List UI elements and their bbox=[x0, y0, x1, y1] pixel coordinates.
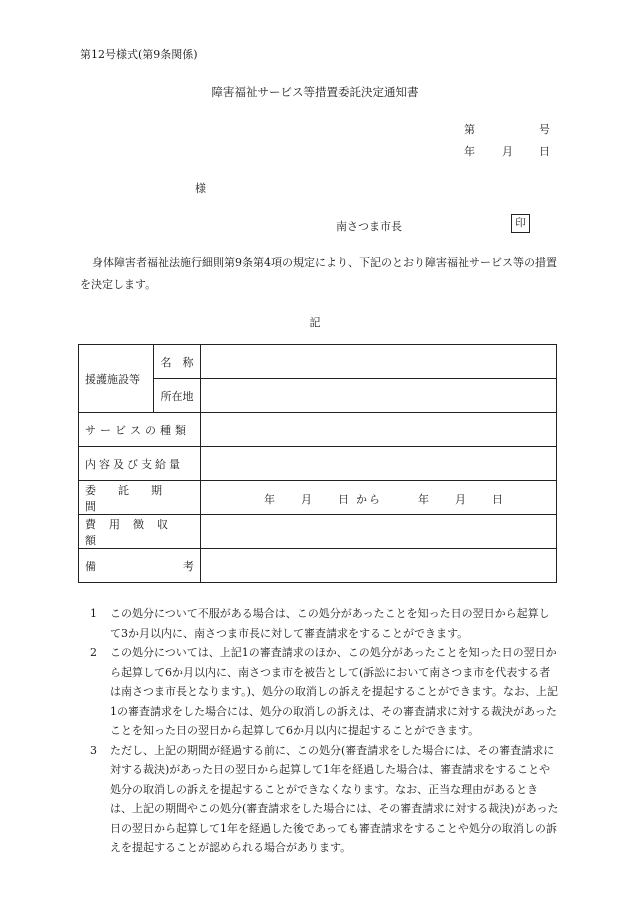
service-type-label: サービスの種類 bbox=[79, 413, 201, 447]
period-end-year: 年 bbox=[418, 493, 429, 506]
content-value[interactable] bbox=[201, 447, 557, 481]
decision-table bbox=[78, 344, 557, 583]
document-title: 障害福祉サービス等措置委託決定通知書 bbox=[211, 85, 419, 99]
note-text: この処分については、上記1の審査請求のほか、この処分があったことを知った日の翌日から起算して6か月以内に、南さつま市を被告として(訴訟において南さつま市を代表する者は南さつま市長となります。)、処分の取消しの訴えを提起することができます。なお、上記1の審査請求をした場合には、処分の取消しの訴えは、その審査請求に対する裁決があったことを知った日の翌日から起算して6か月以内に提起することができます。 bbox=[110, 646, 559, 737]
remarks-value[interactable] bbox=[201, 549, 557, 583]
note-number: 2 bbox=[90, 646, 97, 659]
notes-list bbox=[90, 604, 560, 858]
date-year: 年 bbox=[464, 145, 475, 158]
facility-address-value[interactable] bbox=[201, 379, 557, 413]
table-row bbox=[79, 345, 557, 379]
period-label: 委託期間 bbox=[79, 481, 201, 515]
table-row bbox=[79, 413, 557, 447]
note-text: この処分について不服がある場合は、この処分があったことを知った日の翌日から起算して3か月以内に、南さつま市長に対して審査請求をすることができます。 bbox=[110, 607, 550, 640]
issuer-name: 南さつま市長 bbox=[336, 220, 402, 233]
facility-address-label: 所在地 bbox=[154, 379, 201, 413]
list-item bbox=[90, 643, 560, 741]
remarks-label bbox=[85, 558, 200, 574]
intro-text: 身体障害者福祉法施行細則第9条第4項の規定により、下記のとおり障害福祉サービス等の措置を決定します。 bbox=[80, 256, 557, 291]
period-value[interactable] bbox=[201, 481, 557, 515]
seal-stamp bbox=[511, 214, 530, 233]
facility-name-value[interactable] bbox=[201, 345, 557, 379]
period-start-day: 日 bbox=[338, 493, 349, 506]
list-item bbox=[90, 741, 560, 858]
period-end-day: 日 bbox=[492, 493, 503, 506]
remarks-char-2: 考 bbox=[183, 559, 194, 573]
form-number: 第12号様式(第9条関係) bbox=[80, 48, 198, 61]
table-row bbox=[79, 447, 557, 481]
facility-name-label: 名 称 bbox=[154, 345, 201, 379]
table-row bbox=[79, 549, 557, 583]
period-start-month: 月 bbox=[301, 493, 312, 506]
remarks-label-cell bbox=[79, 549, 201, 583]
content-label: 内容及び支給量 bbox=[79, 447, 201, 481]
period-end-month: 月 bbox=[455, 493, 466, 506]
remarks-char-1: 備 bbox=[85, 559, 96, 573]
period-from: から bbox=[356, 493, 382, 506]
table-row bbox=[79, 481, 557, 515]
facility-group-label: 援護施設等 bbox=[79, 345, 154, 413]
ki-heading: 記 bbox=[309, 316, 321, 329]
list-item bbox=[90, 604, 560, 643]
fee-label: 費用徴収額 bbox=[79, 515, 201, 549]
addressee-suffix: 様 bbox=[195, 182, 206, 195]
seal-char: 印 bbox=[515, 217, 526, 229]
note-number: 3 bbox=[90, 743, 97, 757]
period-value-row bbox=[201, 481, 556, 514]
note-text: ただし、上記の期間が経過する前に、この処分(審査請求をした場合には、その審査請求に対する裁決)があった日の翌日から起算して1年を経過した場合は、審査請求をすることや処分の取消しの訴えを提起することができなくなります。なお、正当な理由があるときは、上記の期間やこの処分(審査請求をした場合には、その審査請求に対する裁決)があった日の翌日から起算して1年を経過した後であっても審査請求をすることや処分の取消しの訴えを提起することが認められる場合があります。 bbox=[110, 743, 559, 854]
table-row bbox=[79, 515, 557, 549]
period-start-year: 年 bbox=[264, 493, 275, 506]
service-type-value[interactable] bbox=[201, 413, 557, 447]
number-go: 号 bbox=[539, 123, 550, 136]
number-dai: 第 bbox=[464, 123, 475, 136]
fee-value[interactable] bbox=[201, 515, 557, 549]
date-day: 日 bbox=[539, 145, 550, 158]
note-number: 1 bbox=[90, 607, 97, 620]
date-month: 月 bbox=[502, 145, 513, 158]
